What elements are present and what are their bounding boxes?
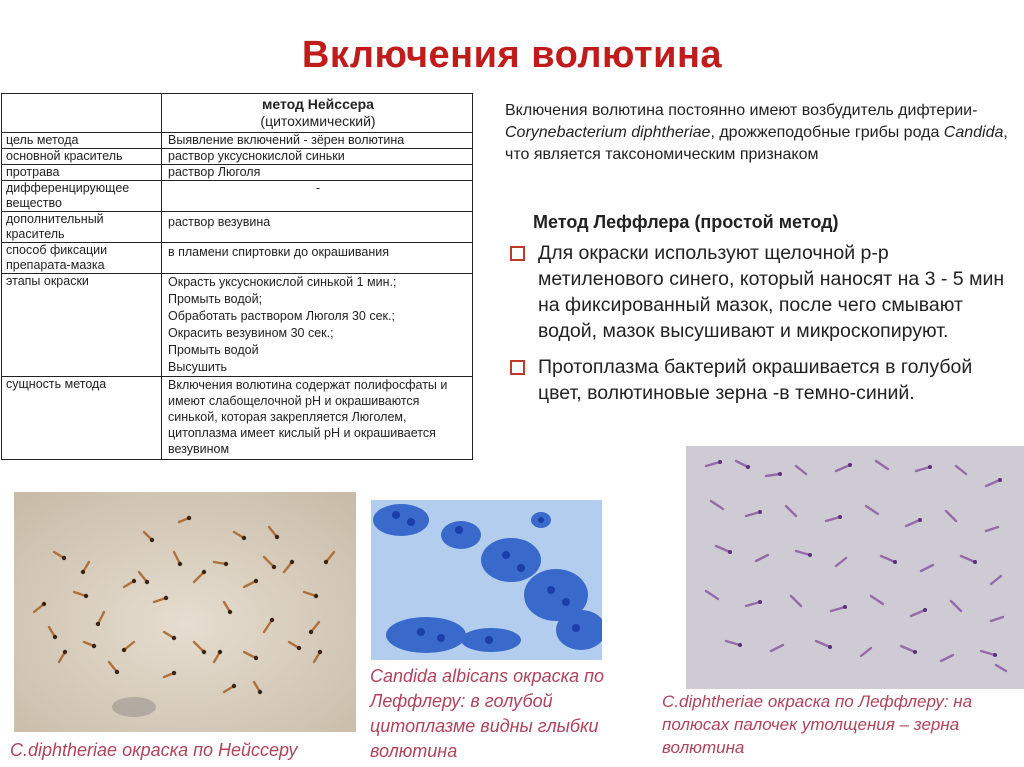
caption-candida: Candida albicans окраска по Леффлеру: в голубой цитоплазме видны глыбки волютина bbox=[370, 666, 605, 761]
row-label: дифференцирующее вещество bbox=[2, 181, 162, 212]
table-row bbox=[2, 181, 473, 212]
bullet-text: Для окраски используют щелочной р-р метиленового синего, который наносят на 3 - 5 мин на фиксированный мазок, после чего смывают водой, мазок высушивают и микроскопируют. bbox=[538, 242, 1005, 342]
row-label: дополнительный краситель bbox=[2, 212, 162, 243]
stage-item: Высушить bbox=[168, 360, 228, 374]
table-header-method bbox=[162, 94, 473, 133]
table-row bbox=[2, 165, 473, 181]
row-label: цель метода bbox=[2, 133, 162, 149]
micrograph-candida bbox=[371, 500, 602, 660]
genus-name: Candida bbox=[943, 124, 1004, 141]
row-value: Включения волютина содержат полифосфаты и имеют слабощелочной рН и окрашиваются синькой, которая закрепляется Люголем, цитоплазма имеет кислый рН и окрашивается везувином bbox=[162, 377, 473, 460]
caption-loeffler: C.diphtheriae окраска по Леффлеру: на полюсах палочек утолщения – зерна волютина bbox=[662, 692, 973, 757]
row-value: раствор Люголя bbox=[162, 165, 473, 181]
table-row bbox=[2, 149, 473, 165]
table-row bbox=[2, 133, 473, 149]
loeffler-bullets bbox=[508, 240, 1008, 416]
row-value: в пламени спиртовки до окрашивания bbox=[162, 243, 473, 274]
row-value: - bbox=[162, 181, 473, 212]
row-label: основной краситель bbox=[2, 149, 162, 165]
loeffler-heading: Метод Леффлера (простой метод) bbox=[533, 212, 839, 232]
checkbox-bullet-icon bbox=[510, 360, 525, 375]
stage-item: Обработать раствором Люголя 30 сек.; bbox=[168, 309, 395, 323]
caption-neisser: C.diphtheriae окраска по Нейссеру bbox=[10, 740, 298, 760]
row-value: раствор уксуснокислой синьки bbox=[162, 149, 473, 165]
table-header-empty bbox=[2, 94, 162, 133]
table-row bbox=[2, 212, 473, 243]
intro-text: Включения волютина постоянно имеют возбудитель дифтерии- bbox=[505, 102, 978, 119]
row-value: раствор везувина bbox=[162, 212, 473, 243]
checkbox-bullet-icon bbox=[510, 246, 525, 261]
intro-text: , дрожжеподобные грибы рода bbox=[710, 124, 944, 141]
stage-item: Промыть водой; bbox=[168, 292, 263, 306]
micrograph-loeffler bbox=[686, 446, 1024, 689]
row-label: протрава bbox=[2, 165, 162, 181]
table-header-row bbox=[2, 94, 473, 133]
row-stages bbox=[162, 274, 473, 377]
row-label: способ фиксации препарата-мазка bbox=[2, 243, 162, 274]
row-label: сущность метода bbox=[2, 377, 162, 460]
method-name: метод Нейссера bbox=[262, 96, 374, 112]
stage-item: Окрасить везувином 30 сек.; bbox=[168, 326, 334, 340]
table-row bbox=[2, 274, 473, 377]
list-item bbox=[508, 354, 1008, 406]
row-label: этапы окраски bbox=[2, 274, 162, 377]
method-type: (цитохимический) bbox=[260, 113, 376, 129]
slide-title: Включения волютина bbox=[301, 34, 723, 76]
table-row bbox=[2, 243, 473, 274]
neisser-method-table bbox=[1, 93, 473, 460]
table-row bbox=[2, 377, 473, 460]
micrograph-neisser bbox=[14, 492, 356, 732]
species-name: Corynebacterium diphtheriae bbox=[505, 124, 711, 141]
bullet-text: Протоплазма бактерий окрашивается в голубой цвет, волютиновые зерна -в темно-синий. bbox=[538, 356, 973, 404]
row-value: Выявление включений - зёрен волютина bbox=[162, 133, 473, 149]
stage-item: Промыть водой bbox=[168, 343, 259, 357]
list-item bbox=[508, 240, 1008, 344]
intro-paragraph bbox=[505, 100, 1020, 166]
intro-text: , что является таксономическим признаком bbox=[505, 124, 1008, 163]
stage-item: Окрасть уксуснокислой синькой 1 мин.; bbox=[168, 275, 397, 289]
